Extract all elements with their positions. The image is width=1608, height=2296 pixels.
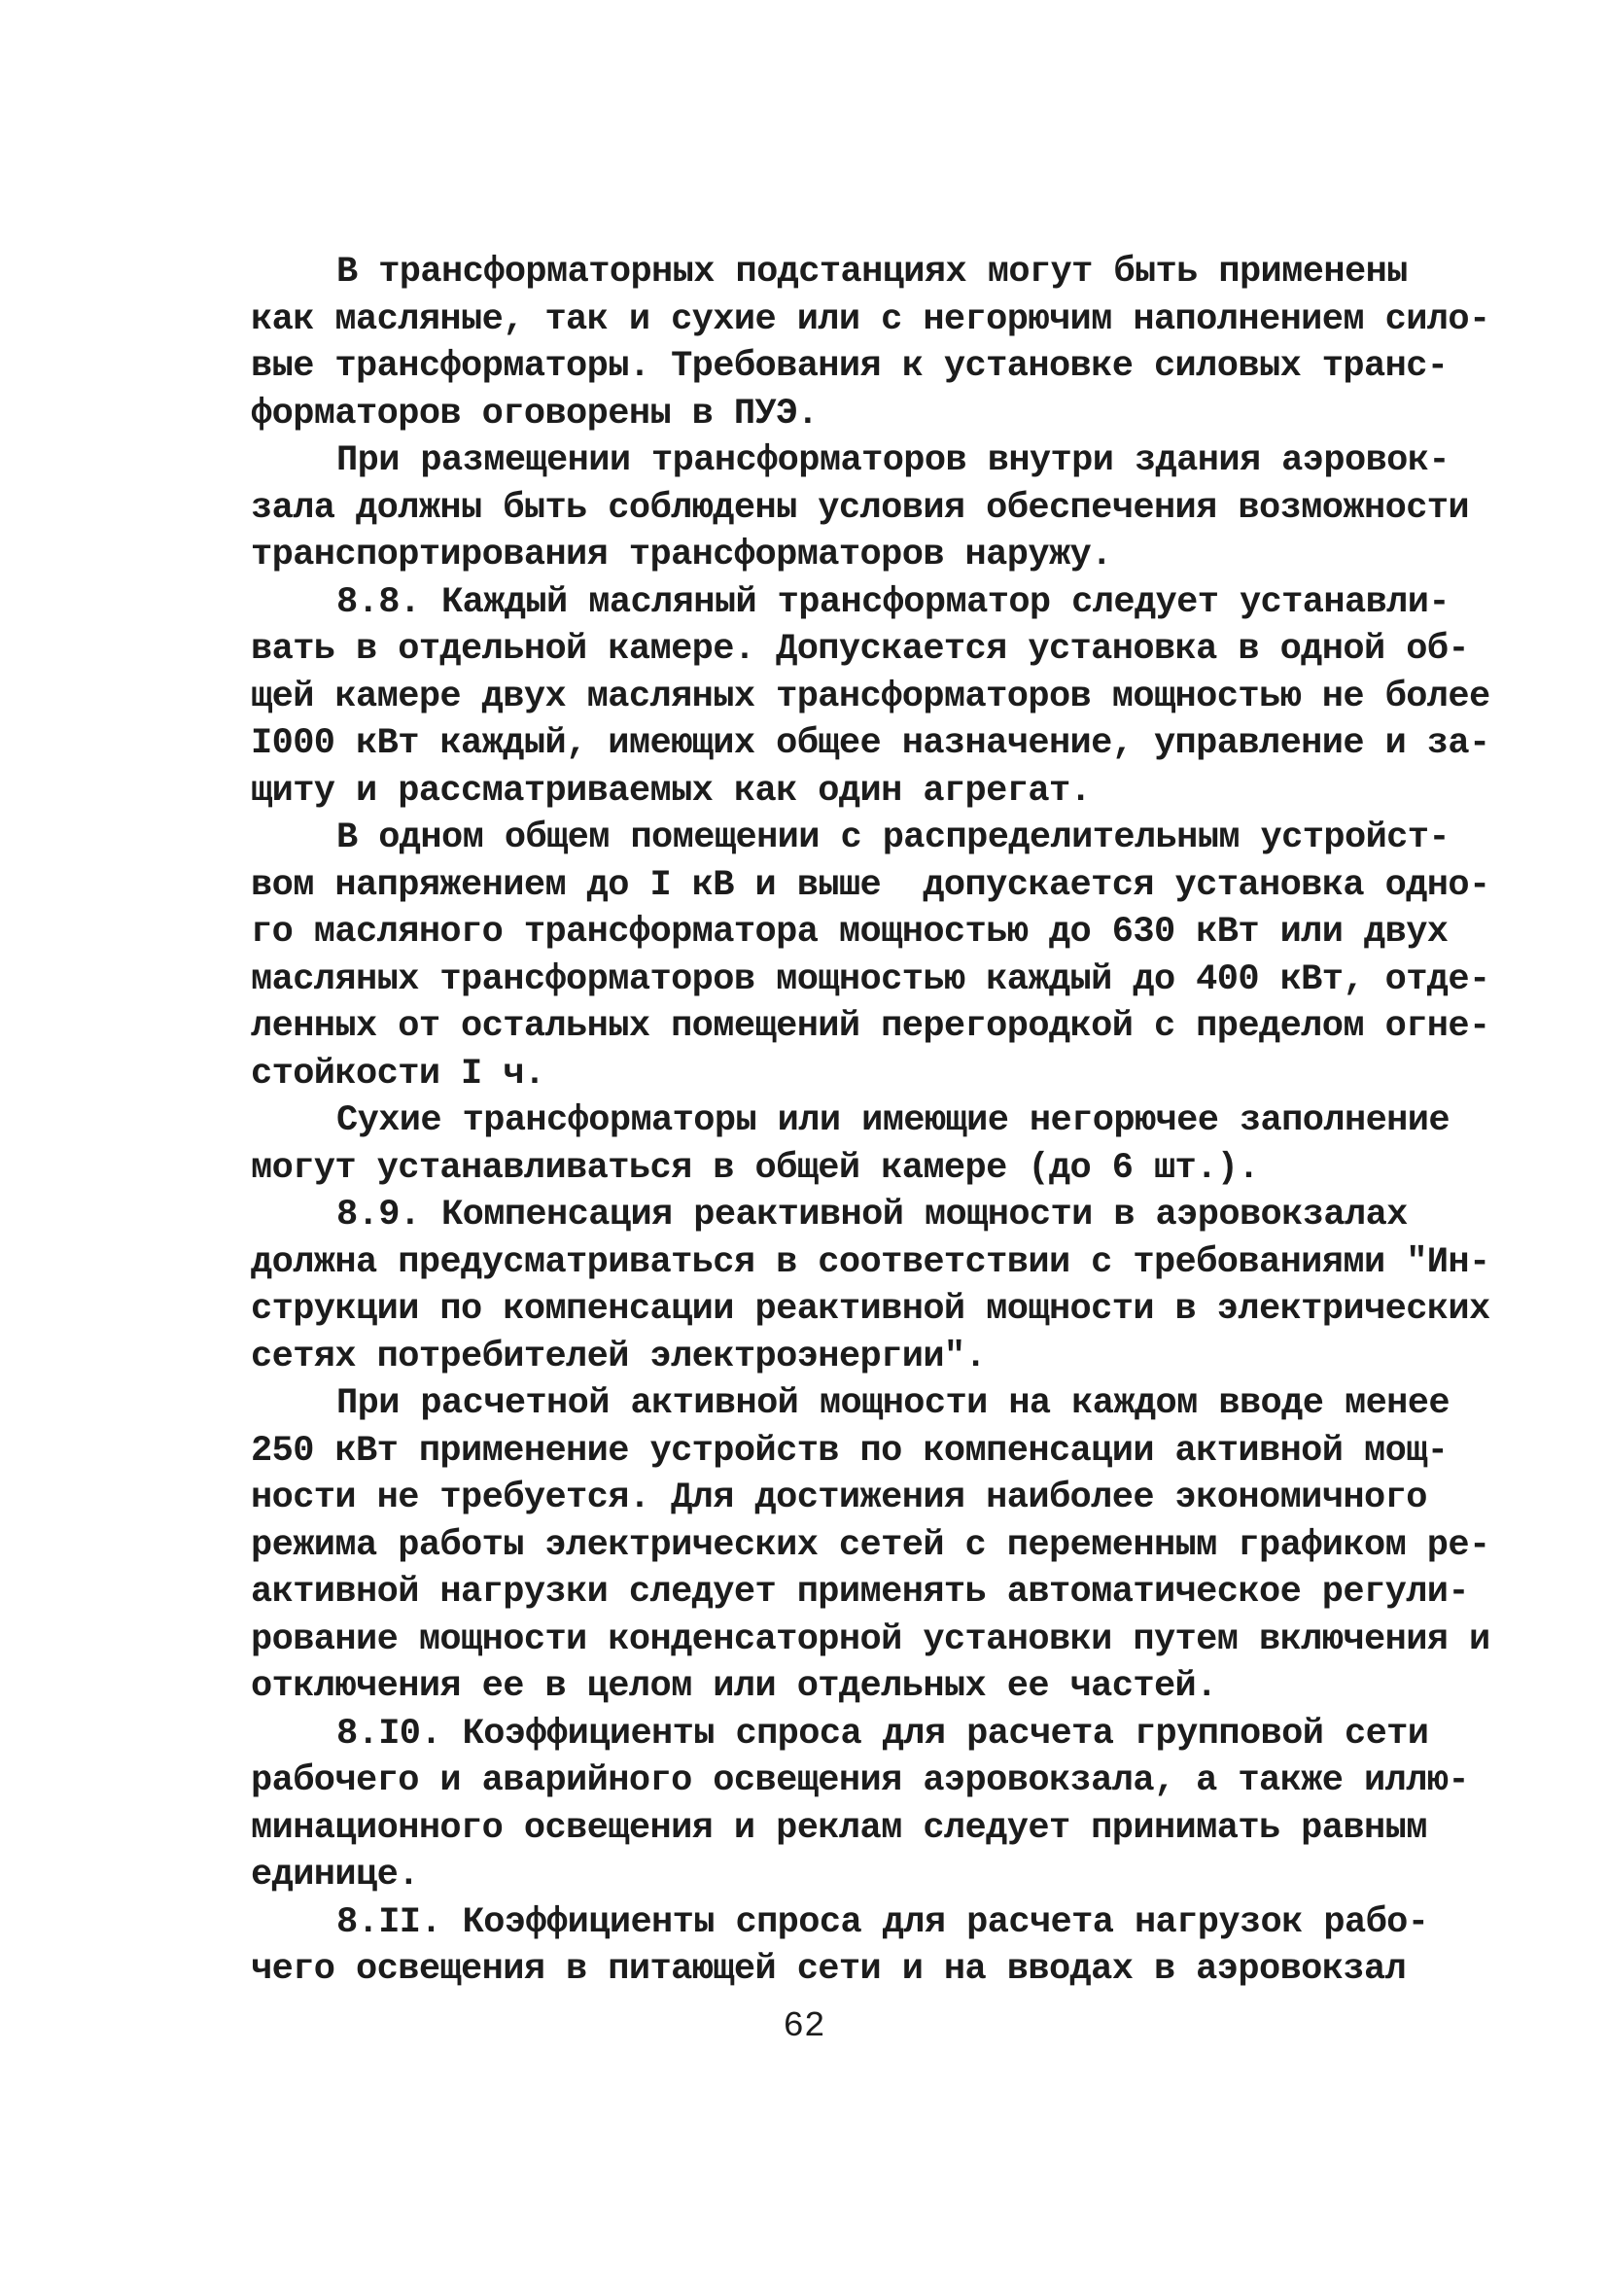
text-line: рабочего и аварийного освещения аэровокзала, а также иллю- — [251, 1760, 1470, 1801]
text-line: вать в отдельной камере. Допускается установка в одной об- — [251, 629, 1470, 670]
text-line: транспортирования трансформаторов наружу. — [251, 535, 1112, 575]
text-line: струкции по компенсации реактивной мощности в электрических — [251, 1289, 1490, 1330]
text-line: рование мощности конденсаторной установки путем включения и — [251, 1618, 1490, 1660]
text-line: зала должны быть соблюдены условия обеспечения возможности — [251, 487, 1470, 529]
text-line: 250 кВт применение устройств по компенсации активной мощ- — [251, 1430, 1449, 1472]
text-line: ленных от остальных помещений перегородкой с пределом огне- — [251, 1006, 1490, 1047]
text-line: чего освещения в питающей сети и на вводах в аэровокзал — [251, 1949, 1407, 1990]
text-line: отключения ее в целом или отдельных ее частей. — [251, 1666, 1217, 1707]
text-line: Сухие трансформаторы или имеющие негорючее заполнение — [336, 1100, 1450, 1141]
text-line: могут устанавливаться в общей камере (до 6 шт.). — [251, 1147, 1259, 1189]
text-line: активной нагрузки следует применять автоматическое регули- — [251, 1572, 1470, 1613]
text-line: го масляного трансформатора мощностью до 630 кВт или двух — [251, 912, 1449, 953]
text-line: единице. — [251, 1855, 419, 1896]
text-line: 8.II. Коэффициенты спроса для расчета нагрузок рабо- — [336, 1901, 1429, 1943]
text-line: минационного освещения и реклам следует принимать равным — [251, 1807, 1427, 1849]
page-number: 62 — [783, 2006, 825, 2046]
text-line: При размещении трансформаторов внутри здания аэровок- — [336, 440, 1450, 481]
text-line: В одном общем помещении с распределительным устройст- — [336, 818, 1450, 858]
text-line: При расчетной активной мощности на каждом вводе менее — [336, 1383, 1450, 1424]
text-line: форматоров оговорены в ПУЭ. — [251, 393, 819, 435]
text-line: щей камере двух масляных трансформаторов мощностью не более — [251, 676, 1490, 717]
text-line: вые трансформаторы. Требования к установке силовых транс- — [251, 346, 1449, 387]
text-line: ности не требуется. Для достижения наиболее экономичного — [251, 1478, 1427, 1518]
body-text — [251, 249, 1490, 1994]
text-line: должна предусматриваться в соответствии с требованиями "Ин- — [251, 1241, 1490, 1283]
text-line: 8.8. Каждый масляный трансформатор следует устанавли- — [336, 581, 1450, 623]
text-line: 8.9. Компенсация реактивной мощности в аэровокзалах — [336, 1195, 1408, 1235]
text-line: режима работы электрических сетей с переменным графиком ре- — [251, 1524, 1490, 1566]
text-line: стойкости I ч. — [251, 1053, 545, 1095]
text-line: I000 кВт каждый, имеющих общее назначение, управление и за- — [251, 723, 1490, 764]
text-line: 8.I0. Коэффициенты спроса для расчета групповой сети — [336, 1713, 1429, 1755]
text-line: как масляные, так и сухие или с негорючим наполнением сило- — [251, 298, 1490, 340]
text-line: вом напряжением до I кВ и выше допускается установка одно- — [251, 864, 1490, 906]
text-line: щиту и рассматриваемых как один агрегат. — [251, 770, 1092, 812]
text-line: масляных трансформаторов мощностью каждый до 400 кВт, отде- — [251, 958, 1490, 1000]
text-line: сетях потребителей электроэнергии". — [251, 1336, 987, 1377]
text-line: В трансформаторных подстанциях могут быть применены — [336, 252, 1408, 293]
